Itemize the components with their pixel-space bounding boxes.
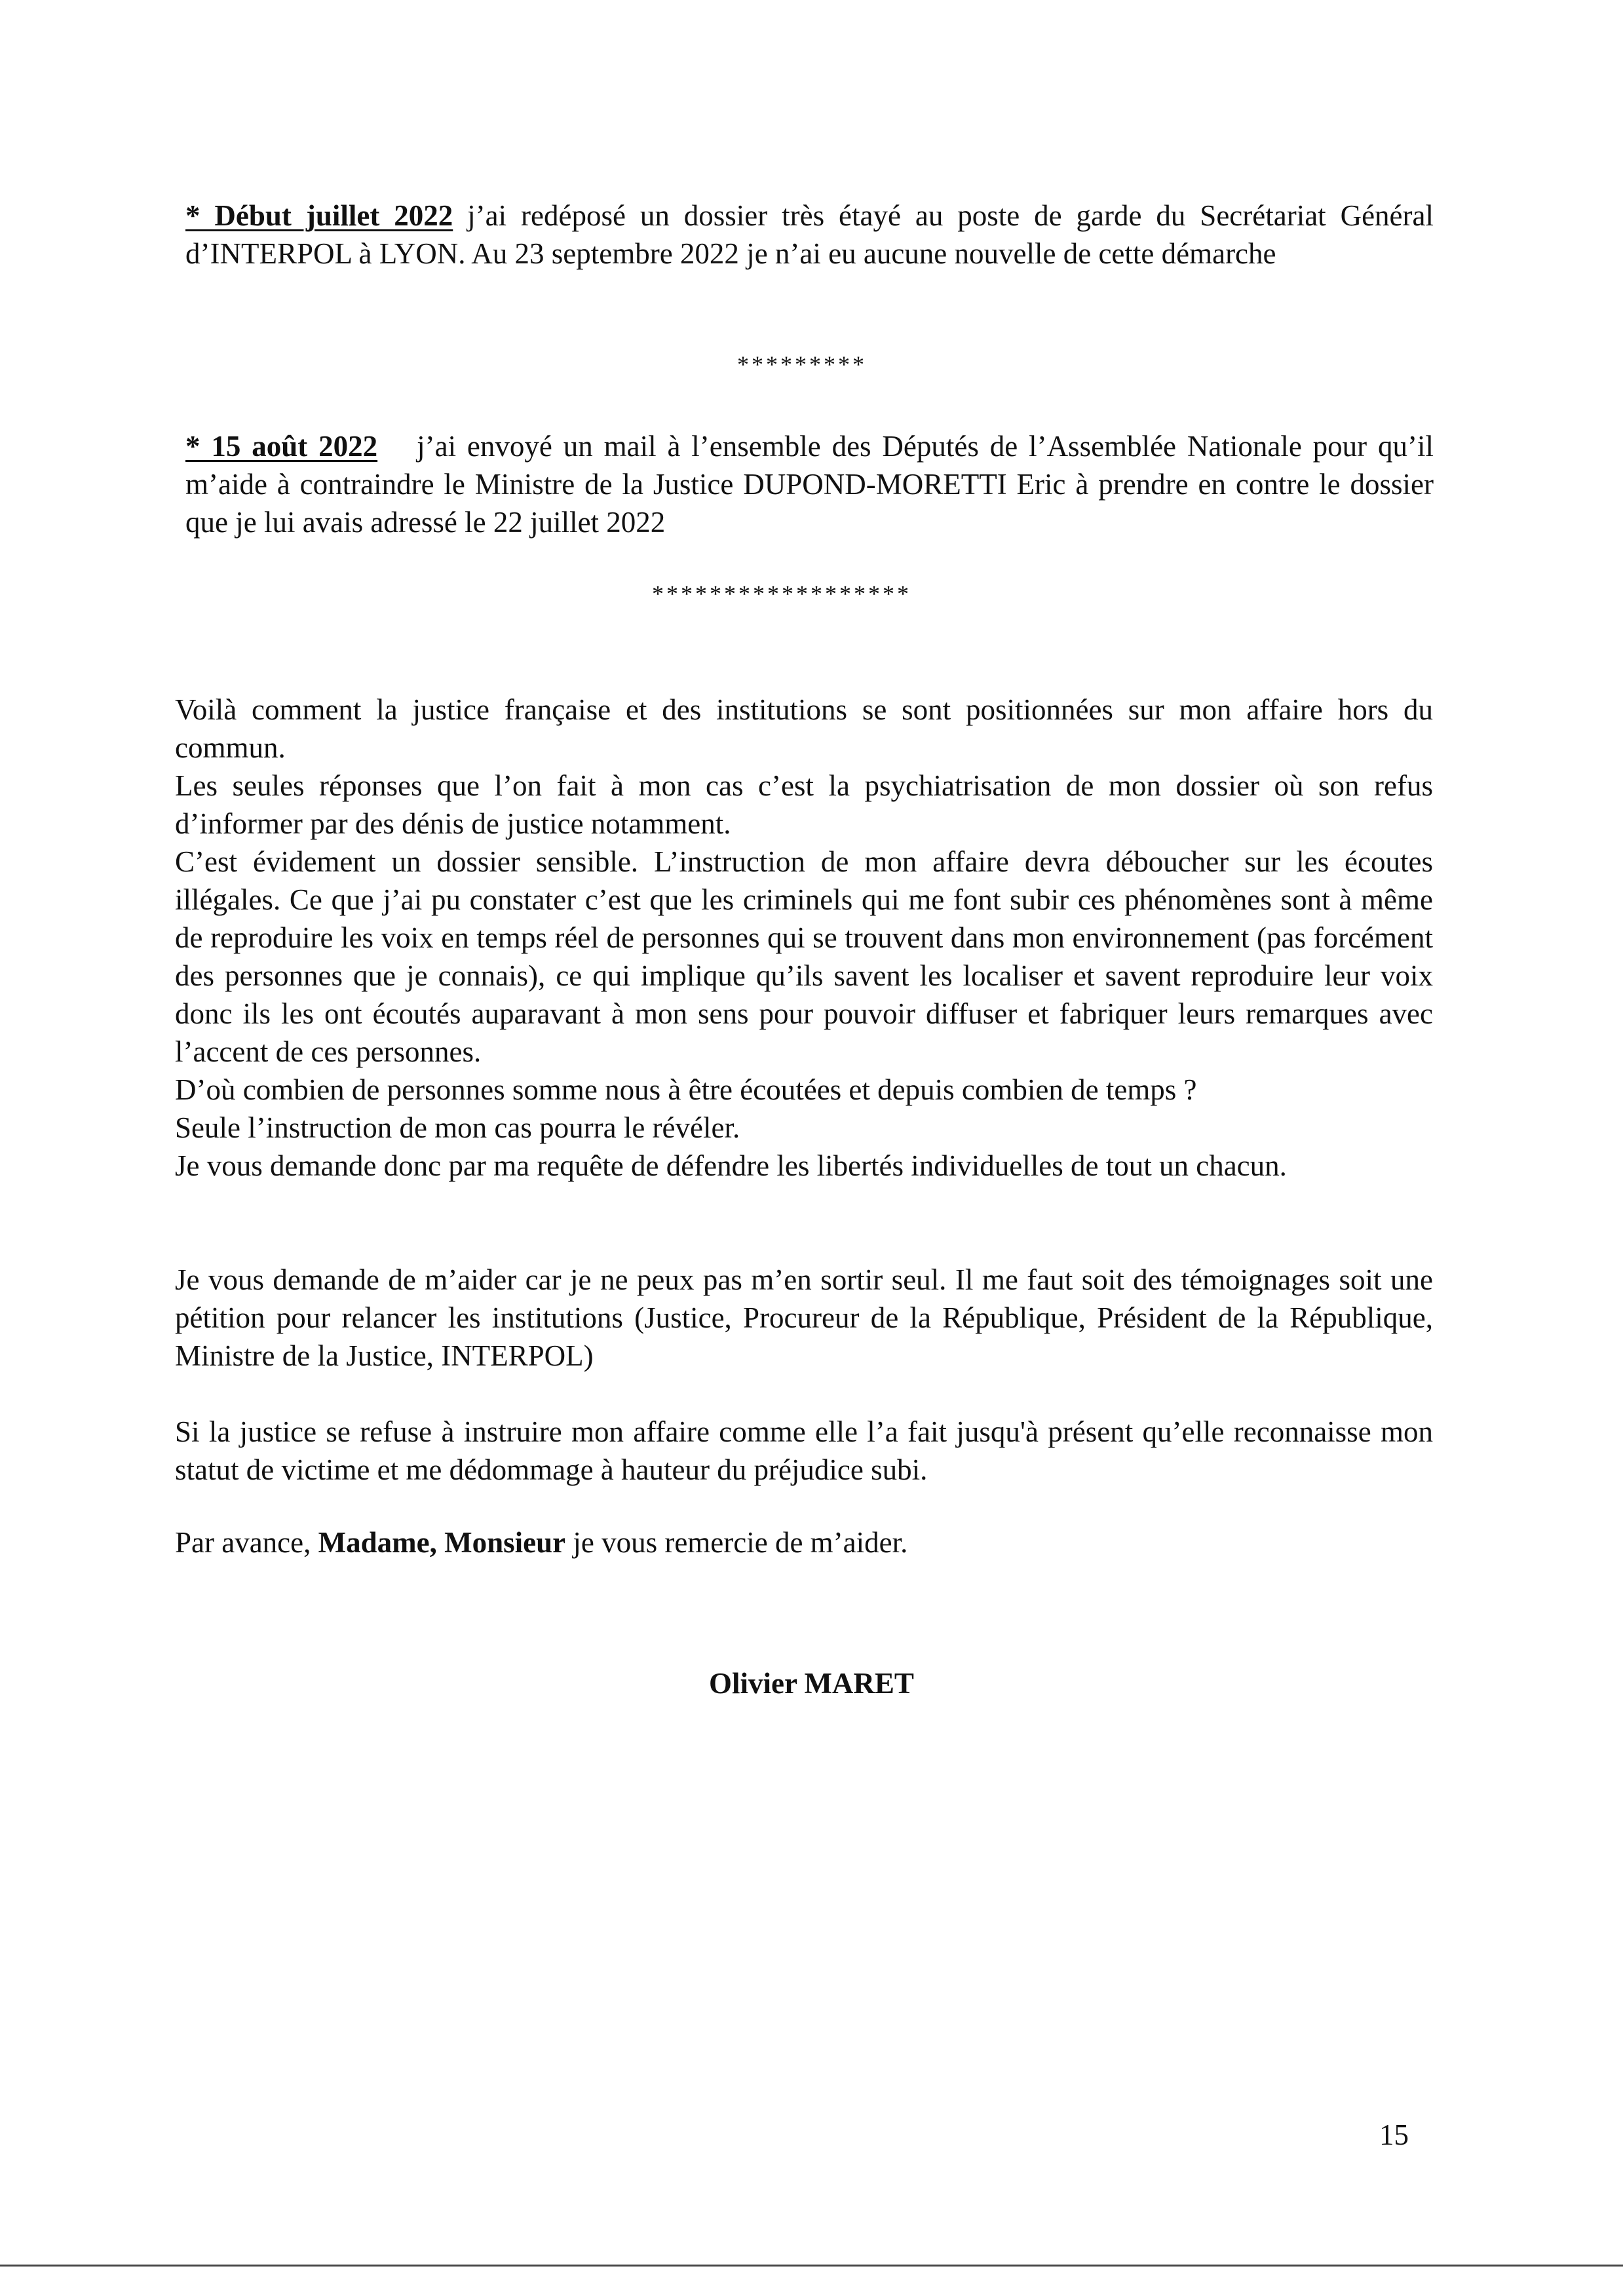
closing-line [175, 1523, 1433, 1561]
separator: ****************** [652, 581, 911, 607]
signature: Olivier MARET [709, 1667, 914, 1700]
closing-prefix: Par avance, [175, 1526, 318, 1559]
page-number: 15 [1379, 2118, 1409, 2151]
entry-text: j’ai envoyé un mail à l’ensemble des Députés de l’Assemblée Nationale pour qu’il m’aide à contraindre le Ministre de la Justice DUPOND-MORETTI Eric à prendre en contre le dossier que je lui avais adressé le 22 juillet 2022 [185, 430, 1434, 539]
separator: ********* [737, 351, 867, 377]
footer-divider [0, 2265, 1623, 2267]
paragraph-line: D’où combien de personnes somme nous à être écoutées et depuis combien de temps ? [175, 1073, 1197, 1106]
entry-debut-juillet [185, 197, 1434, 273]
paragraph-line: C’est évidement un dossier sensible. L’instruction de mon affaire devra déboucher sur les écoutes illégales. Ce que j’ai pu constater c’est que les criminels qui me font subir ces phénomènes sont à même de reproduire les voix en temps réel de personnes qui se trouvent dans mon environnement (pas forcément des personnes que je connais), ce qui implique qu’ils savent les localiser et savent reproduire leur voix donc ils les ont écoutés auparavant à mon sens pour pouvoir diffuser et fabriquer leurs remarques avec l’accent de ces personnes. [175, 845, 1433, 1068]
entry-heading: * Début juillet 2022 [185, 199, 453, 232]
paragraph-line: Voilà comment la justice française et des institutions se sont positionnées sur mon affaire hors du commun. [175, 693, 1433, 764]
paragraph-line: Les seules réponses que l’on fait à mon cas c’est la psychiatrisation de mon dossier où son refus d’informer par des dénis de justice notamment. [175, 769, 1433, 840]
paragraph-line: Seule l’instruction de mon cas pourra le révéler. [175, 1111, 740, 1144]
entry-heading: * 15 août 2022 [185, 430, 378, 463]
entry-15-aout [185, 427, 1434, 541]
main-paragraph-block [175, 691, 1433, 1185]
paragraph-line: Je vous demande donc par ma requête de défendre les libertés individuelles de tout un chacun. [175, 1149, 1287, 1182]
closing-salutation: Madame, Monsieur [318, 1526, 566, 1559]
justice-paragraph: Si la justice se refuse à instruire mon affaire comme elle l’a fait jusqu'à présent qu’elle reconnaisse mon statut de victime et me dédommage à hauteur du préjudice subi. [175, 1415, 1433, 1486]
help-paragraph: Je vous demande de m’aider car je ne peux pas m’en sortir seul. Il me faut soit des témoignages soit une pétition pour relancer les institutions (Justice, Procureur de la République, Président de la République, Ministre de la Justice, INTERPOL) [175, 1263, 1433, 1372]
closing-suffix: je vous remercie de m’aider. [565, 1526, 908, 1559]
entry-text: j’ai redéposé un dossier très étayé au poste de garde du Secrétariat Général d’INTERPOL à LYON. Au 23 septembre 2022 je n’ai eu aucune nouvelle de cette démarche [185, 199, 1434, 270]
